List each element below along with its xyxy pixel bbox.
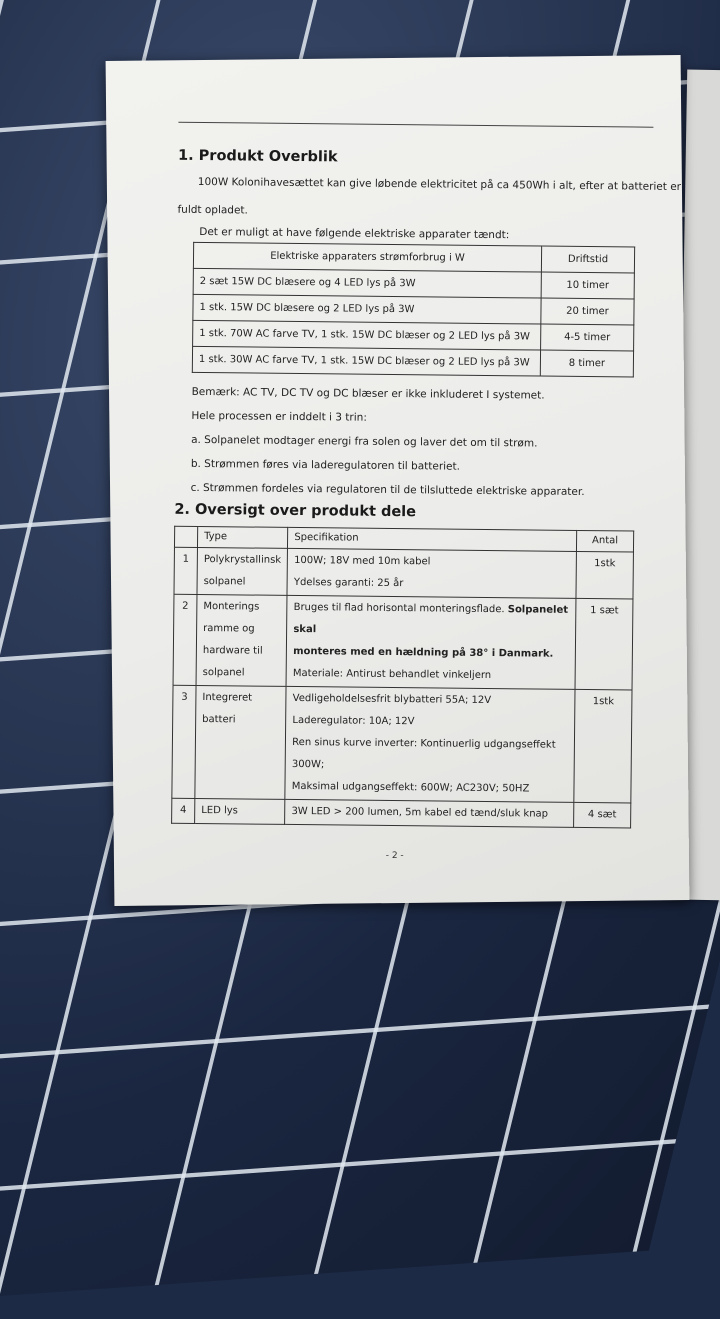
row-type <box>195 685 286 799</box>
row-type <box>197 547 288 595</box>
step-b: b. Strømmen føres via laderegulatoren til batteriet. <box>190 457 461 473</box>
runtime-cell: 10 timer <box>541 272 634 299</box>
row-spec <box>287 548 576 598</box>
spec-bold: Solpanelet skal <box>293 604 569 636</box>
type-line: hardware til <box>202 645 263 657</box>
row-type <box>195 798 286 824</box>
consumption-cell: 1 stk. 30W AC farve TV, 1 stk. 15W DC blæser og 2 LED lys på 3W <box>192 346 540 376</box>
row-qty: 1stk <box>574 689 632 803</box>
table-row <box>173 594 633 690</box>
intro-line1: 100W Kolonihavesættet kan give løbende elektricitet på ca 450Wh i alt, efter at batteriet er <box>197 175 682 194</box>
row-type <box>196 594 287 686</box>
row-qty: 4 sæt <box>574 802 631 828</box>
page-number: - 2 - <box>385 850 404 862</box>
row-num: 1 <box>174 547 197 594</box>
spec-line: Ydelses garanti: 25 år <box>293 576 404 590</box>
section2-title: 2. Oversigt over produkt dele <box>174 501 417 521</box>
type-line: Integreret <box>202 692 253 704</box>
spec-line: 100W; 18V med 10m kabel <box>294 554 431 568</box>
runtime-cell: 8 timer <box>540 350 633 377</box>
spec-line: Maksimal udgangseffekt: 600W; AC230V; 50HZ <box>291 780 530 795</box>
header-rule <box>178 122 653 128</box>
row-spec <box>286 595 576 689</box>
header-num <box>174 526 197 547</box>
type-line: ramme og <box>203 623 255 635</box>
row-num: 2 <box>173 594 197 685</box>
table-row <box>172 685 632 803</box>
table-intro: Det er muligt at have følgende elektriske apparater tændt: <box>199 225 510 242</box>
spec-line: Ren sinus kurve inverter: Kontinuerlig udgangseffekt 300W; <box>291 736 556 771</box>
spec-line: Vedligeholdelsesfrit blybatteri 55A; 12V <box>292 692 492 707</box>
row-spec <box>285 686 575 802</box>
process-intro: Hele processen er inddelt i 3 trin: <box>191 409 367 424</box>
type-line: batteri <box>202 714 236 726</box>
spec-line: 3W LED > 200 lumen, 5m kabel ed tænd/sluk knap <box>291 805 549 820</box>
consumption-cell: 1 stk. 15W DC blæsere og 2 LED lys på 3W <box>193 294 541 324</box>
type-line: Polykrystallinsk <box>203 554 282 566</box>
spec-line <box>293 597 569 644</box>
row-num: 3 <box>172 685 196 798</box>
table-row <box>192 346 633 377</box>
type-line: Monterings <box>203 601 260 613</box>
spec-line: Materiale: Antirust behandlet vinkeljern <box>292 667 492 682</box>
spec-plain: Bruges til flad horisontal monteringsflade. <box>293 601 508 616</box>
step-a: a. Solpanelet modtager energi fra solen og laver det om til strøm. <box>191 433 538 450</box>
row-num: 4 <box>172 798 195 823</box>
header-type: Type <box>197 526 287 548</box>
header-consumption: Elektriske apparaters strømforbrug i W <box>193 242 541 272</box>
consumption-table <box>192 242 635 378</box>
runtime-cell: 4-5 timer <box>541 324 634 351</box>
row-qty: 1stk <box>576 551 633 599</box>
intro-line2: fuldt opladet. <box>177 203 248 217</box>
type-line: solpanel <box>202 667 245 679</box>
consumption-cell: 1 stk. 70W AC farve TV, 1 stk. 15W DC blæser og 2 LED lys på 3W <box>193 320 541 350</box>
type-line: LED lys <box>201 805 238 817</box>
consumption-cell: 2 sæt 15W DC blæsere og 4 LED lys på 3W <box>193 268 541 298</box>
page-content <box>100 55 684 906</box>
row-qty: 1 sæt <box>575 598 633 690</box>
parts-table <box>171 526 634 829</box>
note-text: Bemærk: AC TV, DC TV og DC blæser er ikke inkluderet I systemet. <box>191 385 545 402</box>
table-row <box>172 798 631 828</box>
type-line: solpanel <box>203 576 246 588</box>
spec-bold-line: monteres med en hældning på 38° i Danmark. <box>293 645 554 660</box>
document-page <box>106 55 690 906</box>
row-spec <box>285 799 574 827</box>
table-row <box>174 547 633 599</box>
step-c: c. Strømmen fordeles via regulatoren til de tilsluttede elektriske apparater. <box>190 481 585 499</box>
section1-title: 1. Produkt Overblik <box>177 147 338 166</box>
header-spec: Specifikation <box>288 527 577 551</box>
runtime-cell: 20 timer <box>541 298 634 325</box>
header-runtime: Driftstid <box>541 246 634 273</box>
spec-line: Laderegulator: 10A; 12V <box>292 714 415 728</box>
header-qty: Antal <box>576 530 633 552</box>
